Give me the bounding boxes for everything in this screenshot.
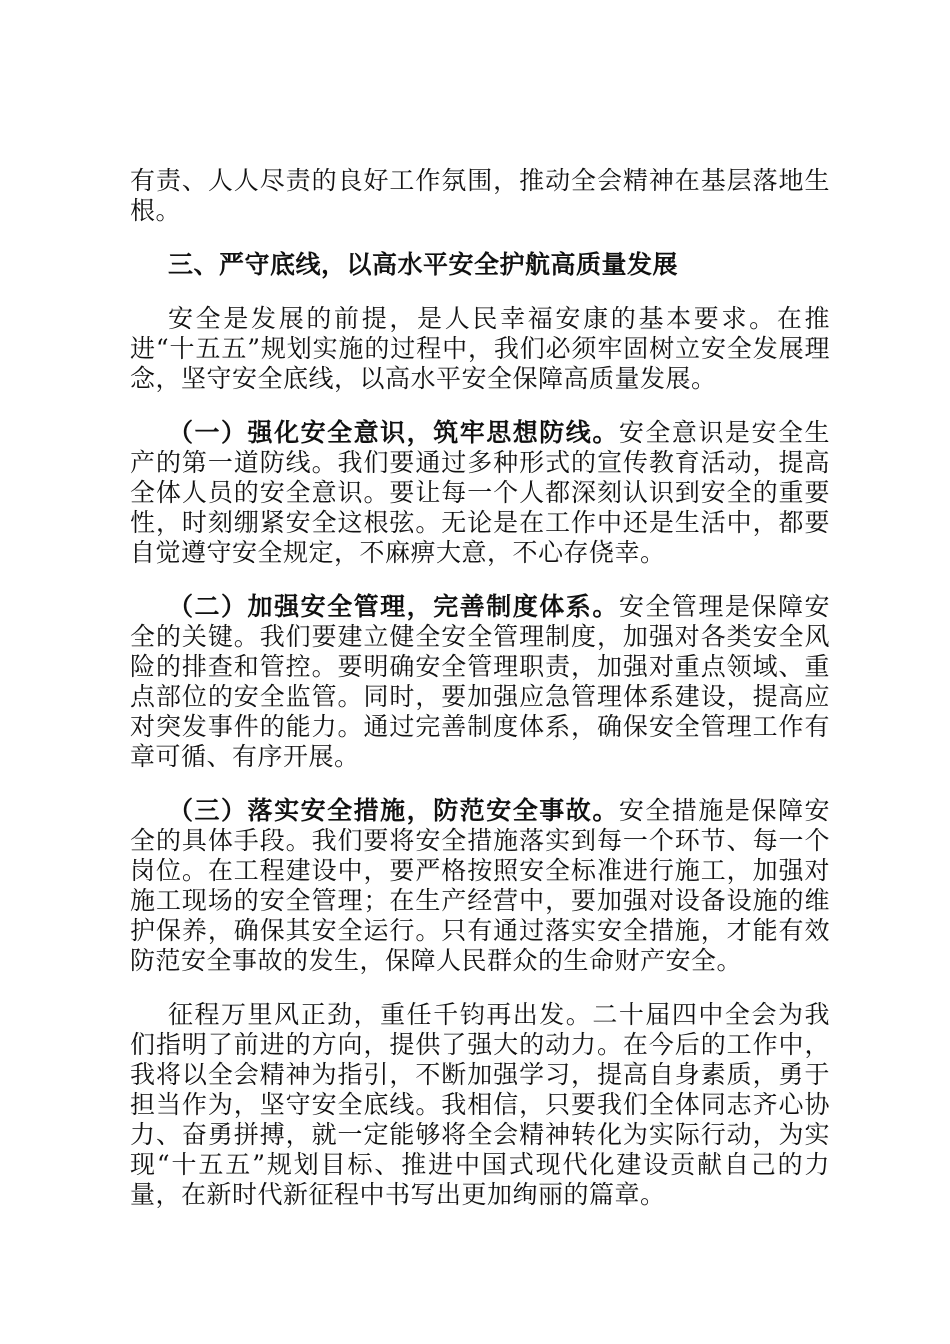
subsection-1-lead: （一）强化安全意识，筑牢思想防线。 <box>168 418 619 447</box>
paragraph-continuation: 有责、人人尽责的良好工作氛围，推动全会精神在基层落地生根。 <box>130 166 830 225</box>
paragraph-conclusion: 征程万里风正劲，重任千钧再出发。二十届四中全会为我们指明了前进的方向，提供了强大的动力。在今后的工作中，我将以全会精神为指引，不断加强学习，提高自身素质，勇于担当作为，坚守安全底线。我相信，只要我们全体同志齐心协力、奋勇拼搏，就一定能够将全会精神转化为实际行动，为实现“十五五”规划目标、推进中国式现代化建设贡献自己的力量，在新时代新征程中书写出更加绚丽的篇章。 <box>130 1000 830 1209</box>
paragraph-intro: 安全是发展的前提，是人民幸福安康的基本要求。在推进“十五五”规划实施的过程中，我们必须牢固树立安全发展理念，坚守安全底线，以高水平安全保障高质量发展。 <box>130 304 830 393</box>
subsection-3-body: 安全措施是保障安全的具体手段。我们要将安全措施落实到每一个环节、每一个岗位。在工程建设中，要严格按照安全标准进行施工，加强对施工现场的安全管理；在生产经营中，要加强对设备设施的维护保养，确保其安全运行。只有通过落实安全措施，才能有效防范安全事故的发生，保障人民群众的生命财产安全。 <box>130 796 830 975</box>
subsection-2 <box>130 592 830 772</box>
subsection-1 <box>130 418 830 568</box>
section-heading: 三、严守底线，以高水平安全护航高质量发展 <box>168 250 679 279</box>
subsection-2-lead: （二）加强安全管理，完善制度体系。 <box>168 592 619 621</box>
subsection-3-lead: （三）落实安全措施，防范安全事故。 <box>168 796 619 825</box>
subsection-1-body: 安全意识是安全生产的第一道防线。我们要通过多种形式的宣传教育活动，提高全体人员的安全意识。要让每一个人都深刻认识到安全的重要性，时刻绷紧安全这根弦。无论是在工作中还是生活中，都要自觉遵守安全规定，不麻痹大意，不心存侥幸。 <box>130 418 830 567</box>
document-page <box>130 166 830 1234</box>
subsection-2-body: 安全管理是保障安全的关键。我们要建立健全安全管理制度，加强对各类安全风险的排查和管控。要明确安全管理职责，加强对重点领域、重点部位的安全监管。同时，要加强应急管理体系建设，提高应对突发事件的能力。通过完善制度体系，确保安全管理工作有章可循、有序开展。 <box>130 592 830 771</box>
subsection-3 <box>130 796 830 976</box>
